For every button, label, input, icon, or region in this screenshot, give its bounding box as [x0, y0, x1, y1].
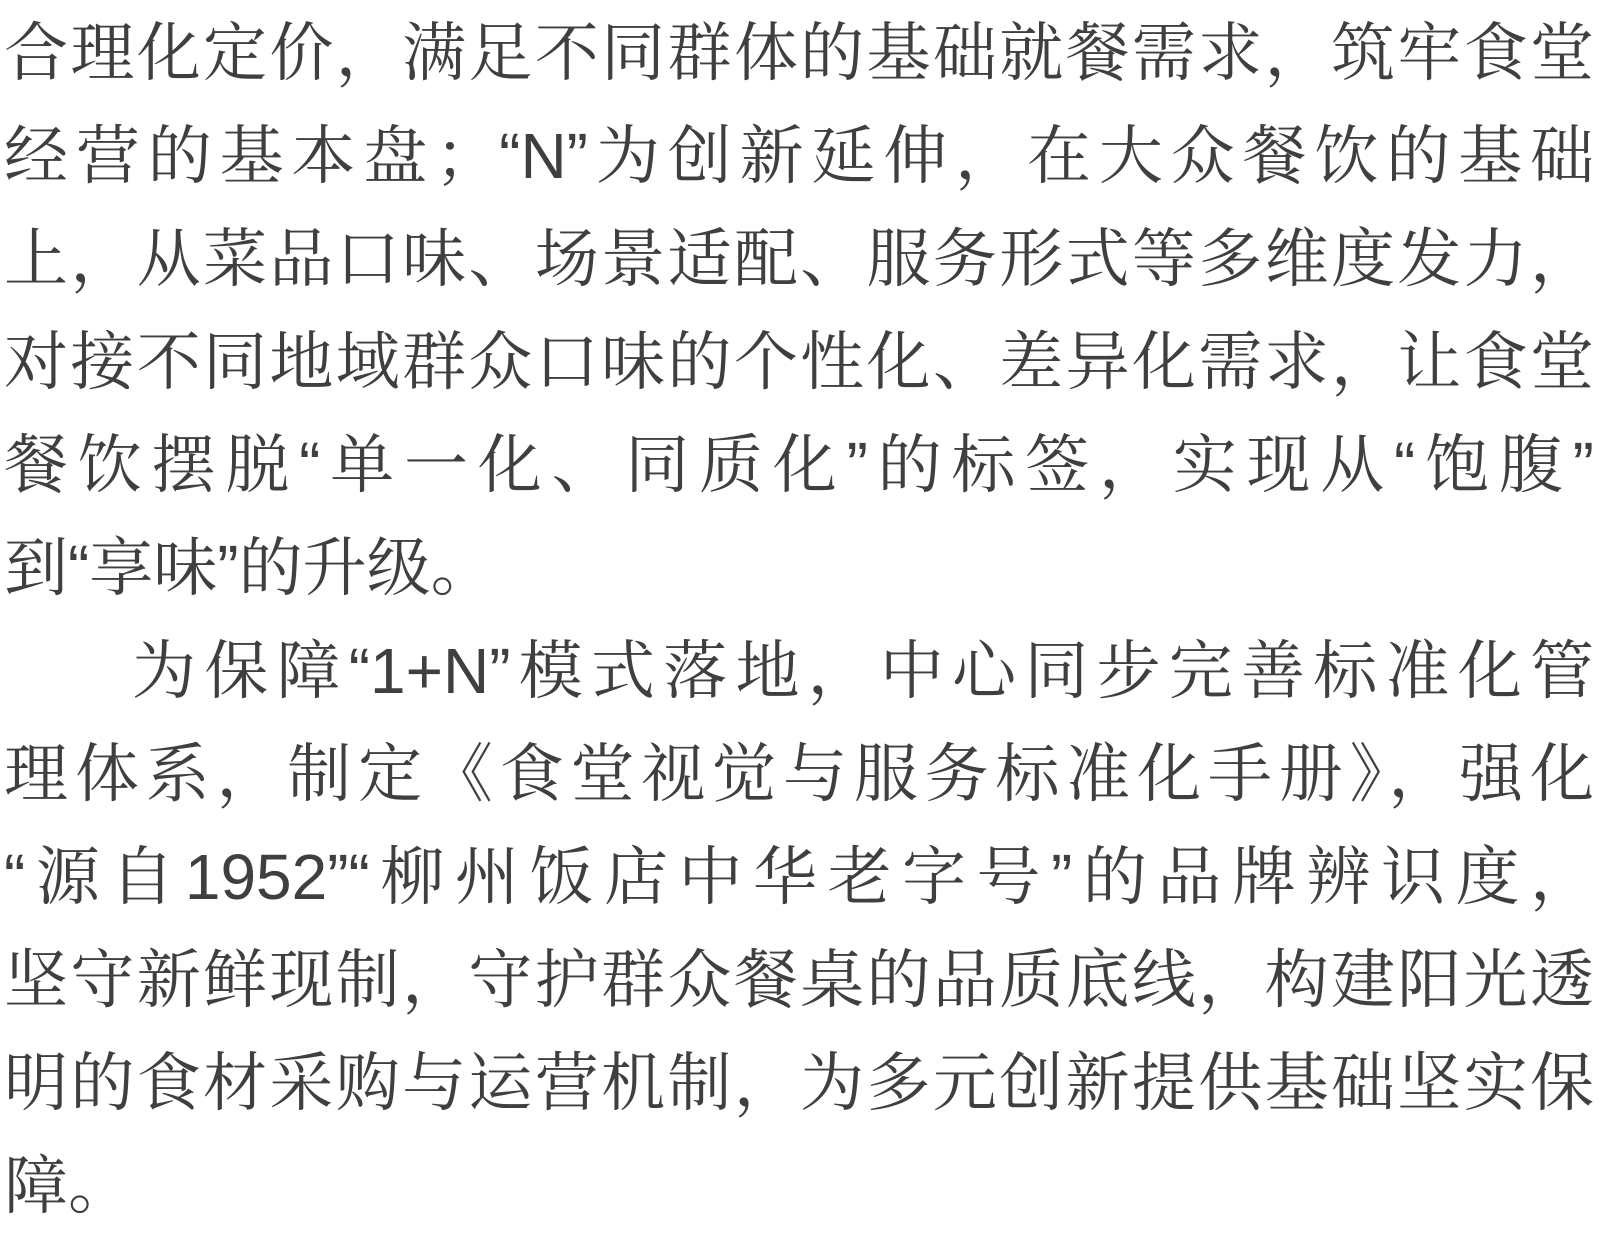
- text-line-8: 理体系，制定《食堂视觉与服务标准化手册》，强化: [4, 738, 1594, 810]
- text-line-11: 明的食材采购与运营机制，为多元创新提供基础坚实保: [4, 1047, 1594, 1119]
- text-line-1: 合理化定价，满足不同群体的基础就餐需求，筑牢食堂: [4, 17, 1594, 89]
- text-line-9: “源自1952”“柳州饭店中华老字号”的品牌辨识度，: [4, 841, 1594, 913]
- text-line-5: 餐饮摆脱“单一化、同质化”的标签，实现从“饱腹”: [4, 429, 1594, 501]
- text-line-2: 经营的基本盘；“N”为创新延伸，在大众餐饮的基础: [4, 120, 1594, 192]
- text-line-4: 对接不同地域群众口味的个性化、差异化需求，让食堂: [4, 326, 1594, 398]
- text-line-3: 上，从菜品口味、场景适配、服务形式等多维度发力，: [4, 223, 1594, 295]
- text-line-10: 坚守新鲜现制，守护群众餐桌的品质底线，构建阳光透: [4, 944, 1594, 1016]
- text-line-6: 到“享味”的升级。: [4, 532, 495, 604]
- text-line-12: 障。: [4, 1150, 132, 1222]
- text-line-7: 为保障“1+N”模式落地，中心同步完善标准化管: [132, 635, 1594, 707]
